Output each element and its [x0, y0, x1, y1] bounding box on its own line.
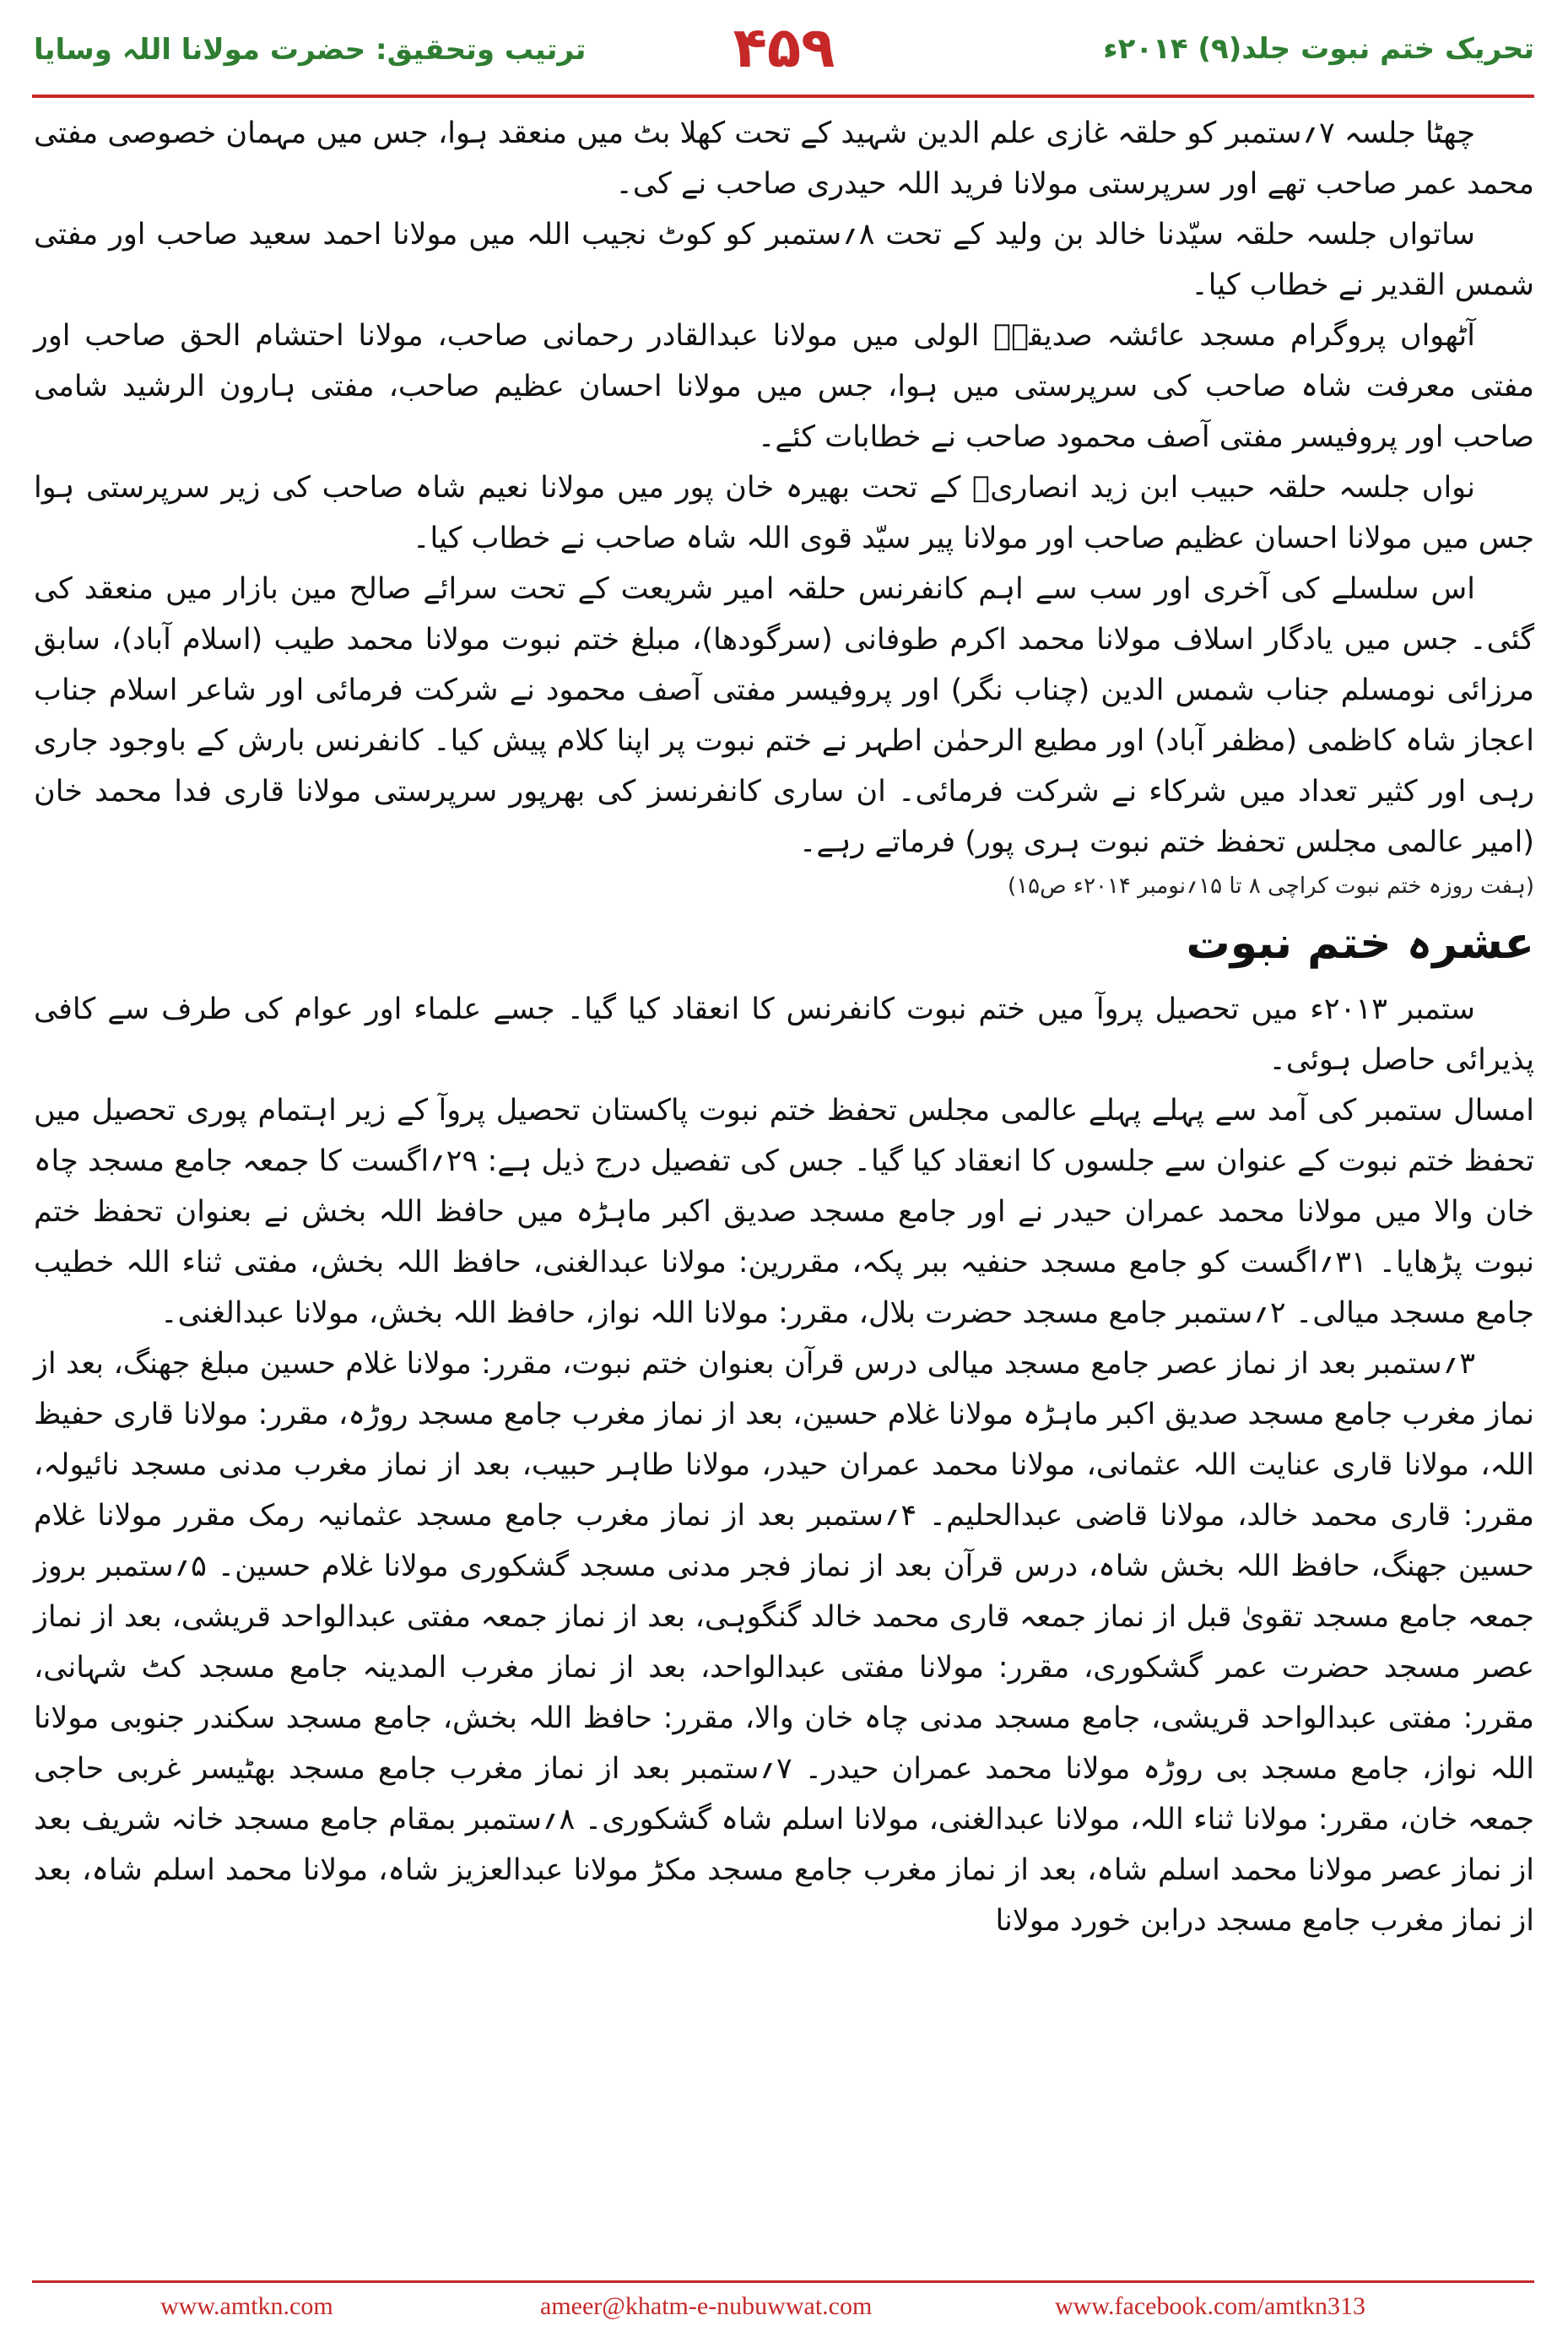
- compiler-credit: ترتیب وتحقیق: حضرت مولانا اللہ وسایا: [34, 33, 587, 67]
- page-number: ۴۵۹: [733, 15, 835, 80]
- header-divider: [32, 95, 1534, 98]
- paragraph: نواں جلسہ حلقہ حبیب ابن زید انصاریؓ کے تحت بھیرہ خان پور میں مولانا نعیم شاہ صاحب کی زیر سرپرستی ہوا جس میں مولانا احسان عظیم صاحب اور مولانا پیر سیّد قوی اللہ شاہ صاحب نے خطاب کیا۔: [34, 471, 1534, 555]
- paragraph: آٹھواں پروگرام مسجد عائشہ صدیقہؓ الولی میں مولانا عبدالقادر رحمانی صاحب، مولانا احتشام الحق صاحب اور مفتی معرفت شاہ صاحب کی سرپرستی میں ہوا، جس میں مولانا احسان عظیم صاحب، مفتی ہارون الرشید شامی صاحب اور پروفیسر مفتی آصف محمود صاحب نے خطابات کئے۔: [34, 319, 1534, 454]
- page-footer: [0, 2280, 1568, 2342]
- website-link[interactable]: www.amtkn.com: [160, 2292, 333, 2320]
- paragraph: ساتواں جلسہ حلقہ سیّدنا خالد بن ولید کے تحت ۸؍ستمبر کو کوٹ نجیب اللہ میں مولانا احمد سعید صاحب اور مفتی شمس القدیر نے خطاب کیا۔: [34, 218, 1534, 302]
- page-body: [34, 108, 1534, 2269]
- email-link[interactable]: ameer@khatm-e-nubuwwat.com: [540, 2292, 873, 2320]
- source-citation: (ہفت روزہ ختم نبوت کراچی ۸ تا ۱۵؍نومبر ۲۰۱۴ء ص۱۵): [1008, 874, 1534, 899]
- paragraph: ۳؍ستمبر بعد از نماز عصر جامع مسجد میالی درس قرآن بعنوان ختم نبوت، مقرر: مولانا غلام حسین مبلغ جھنگ، بعد از نماز مغرب جامع مسجد صدیق اکبر ماہڑہ مولانا غلام حسین، بعد از نماز مغرب جامع مسجد روڑہ، مقرر: مولانا قاری حفیظ اللہ، مولانا قاری عنایت اللہ عثمانی، مولانا محمد عمران حیدر، مولانا طاہر حبیب، بعد از نماز مغرب مدنی مسجد نائیولہ، مقرر: قاری محمد خالد، مولانا قاضی عبدالحلیم۔ ۴؍ستمبر بعد از نماز مغرب جامع مسجد عثمانیہ رمک مقرر مولانا غلام حسین جھنگ، حافظ اللہ بخش شاہ، درس قرآن بعد از نماز فجر مدنی مسجد گشکوری مولانا غلام حسین۔ ۵؍ستمبر بروز جمعہ جامع مسجد تقویٰ قبل از نماز جمعہ قاری محمد خالد گنگوہی، بعد از نماز جمعہ مفتی عبدالواحد قریشی، بعد از نماز عصر مسجد حضرت عمر گشکوری، مقرر: مولانا مفتی عبدالواحد، بعد از نماز مغرب المدینہ جامع مسجد کٹ شہانی، مقرر: مفتی عبدالواحد قریشی، جامع مسجد مدنی چاہ خان والا، مقرر: حافظ اللہ بخش، جامع مسجد سکندر جنوبی مولانا اللہ نواز، جامع مسجد بی روڑہ مولانا محمد عمران حیدر۔ ۷؍ستمبر بعد از نماز مغرب جامع مسجد بھٹیسر غربی حاجی جمعہ خان، مقرر: مولانا ثناء اللہ، مولانا عبدالغنی، مولانا اسلم شاہ گشکوری۔ ۸؍ستمبر بمقام جامع مسجد خانہ شریف بعد از نماز عصر مولانا محمد اسلم شاہ، بعد از نماز مغرب جامع مسجد مکڑ مولانا عبدالعزیز شاہ، مولانا محمد اسلم شاہ، بعد از نماز مغرب جامع مسجد درابن خورد مولانا: [34, 1347, 1535, 1938]
- paragraph: امسال ستمبر کی آمد سے پہلے پہلے عالمی مجلس تحفظ ختم نبوت پاکستان تحصیل پروآ کے زیر اہتمام پوری تحصیل میں تحفظ ختم نبوت کے عنوان سے جلسوں کا انعقاد کیا گیا۔ جس کی تفصیل درج ذیل ہے: ۲۹؍اگست کا جمعہ جامع مسجد چاہ خان والا میں مولانا محمد عمران حیدر نے اور جامع مسجد صدیق اکبر ماہڑہ میں حافظ اللہ بخش نے بعنوان تحفظ ختم نبوت پڑھایا۔ ۳۱؍اگست کو جامع مسجد حنفیہ ببر پکہ، مقررین: مولانا عبدالغنی، حافظ اللہ بخش، مفتی ثناء اللہ خطیب جامع مسجد میالی۔ ۲؍ستمبر جامع مسجد حضرت بلال، مقرر: مولانا اللہ نواز، حافظ اللہ بخش، مولانا عبدالغنی۔: [34, 1094, 1534, 1330]
- paragraph: چھٹا جلسہ ۷؍ستمبر کو حلقہ غازی علم الدین شہید کے تحت کھلا بٹ میں منعقد ہوا، جس میں مہمان خصوصی مفتی محمد عمر صاحب تھے اور سرپرستی مولانا فرید اللہ حیدری صاحب نے کی۔: [34, 116, 1534, 201]
- facebook-link[interactable]: www.facebook.com/amtkn313: [1055, 2292, 1365, 2320]
- book-title: تحریک ختم نبوت جلد(۹) ۲۰۱۴ء: [1103, 32, 1534, 66]
- page-header: [0, 0, 1568, 103]
- paragraph: ستمبر ۲۰۱۳ء میں تحصیل پروآ میں ختم نبوت کانفرنس کا انعقاد کیا گیا۔ جسے علماء اور عوام کی طرف سے کافی پذیرائی حاصل ہوئی۔: [34, 993, 1534, 1077]
- footer-divider: [32, 2280, 1534, 2283]
- section-heading: عشرہ ختم نبوت: [1186, 918, 1534, 969]
- paragraph: اس سلسلے کی آخری اور سب سے اہم کانفرنس حلقہ امیر شریعت کے تحت سرائے صالح مین بازار میں منعقد کی گئی۔ جس میں یادگار اسلاف مولانا محمد اکرم طوفانی (سرگودھا)، مبلغ ختم نبوت مولانا محمد طیب (اسلام آباد)، سابق مرزائی نومسلم جناب شمس الدین (چناب نگر) اور پروفیسر مفتی آصف محمود نے شرکت فرمائی اور شاعر اسلام جناب اعجاز شاہ کاظمی (مظفر آباد) اور مطیع الرحمٰن اطہر نے ختم نبوت پر اپنا کلام پیش کیا۔ کانفرنس بارش کے باوجود جاری رہی اور کثیر تعداد میں شرکاء نے شرکت فرمائی۔ ان ساری کانفرنسز کی بھرپور سرپرستی مولانا قاری فدا محمد خان (امیر عالمی مجلس تحفظ ختم نبوت ہری پور) فرماتے رہے۔: [34, 572, 1534, 859]
